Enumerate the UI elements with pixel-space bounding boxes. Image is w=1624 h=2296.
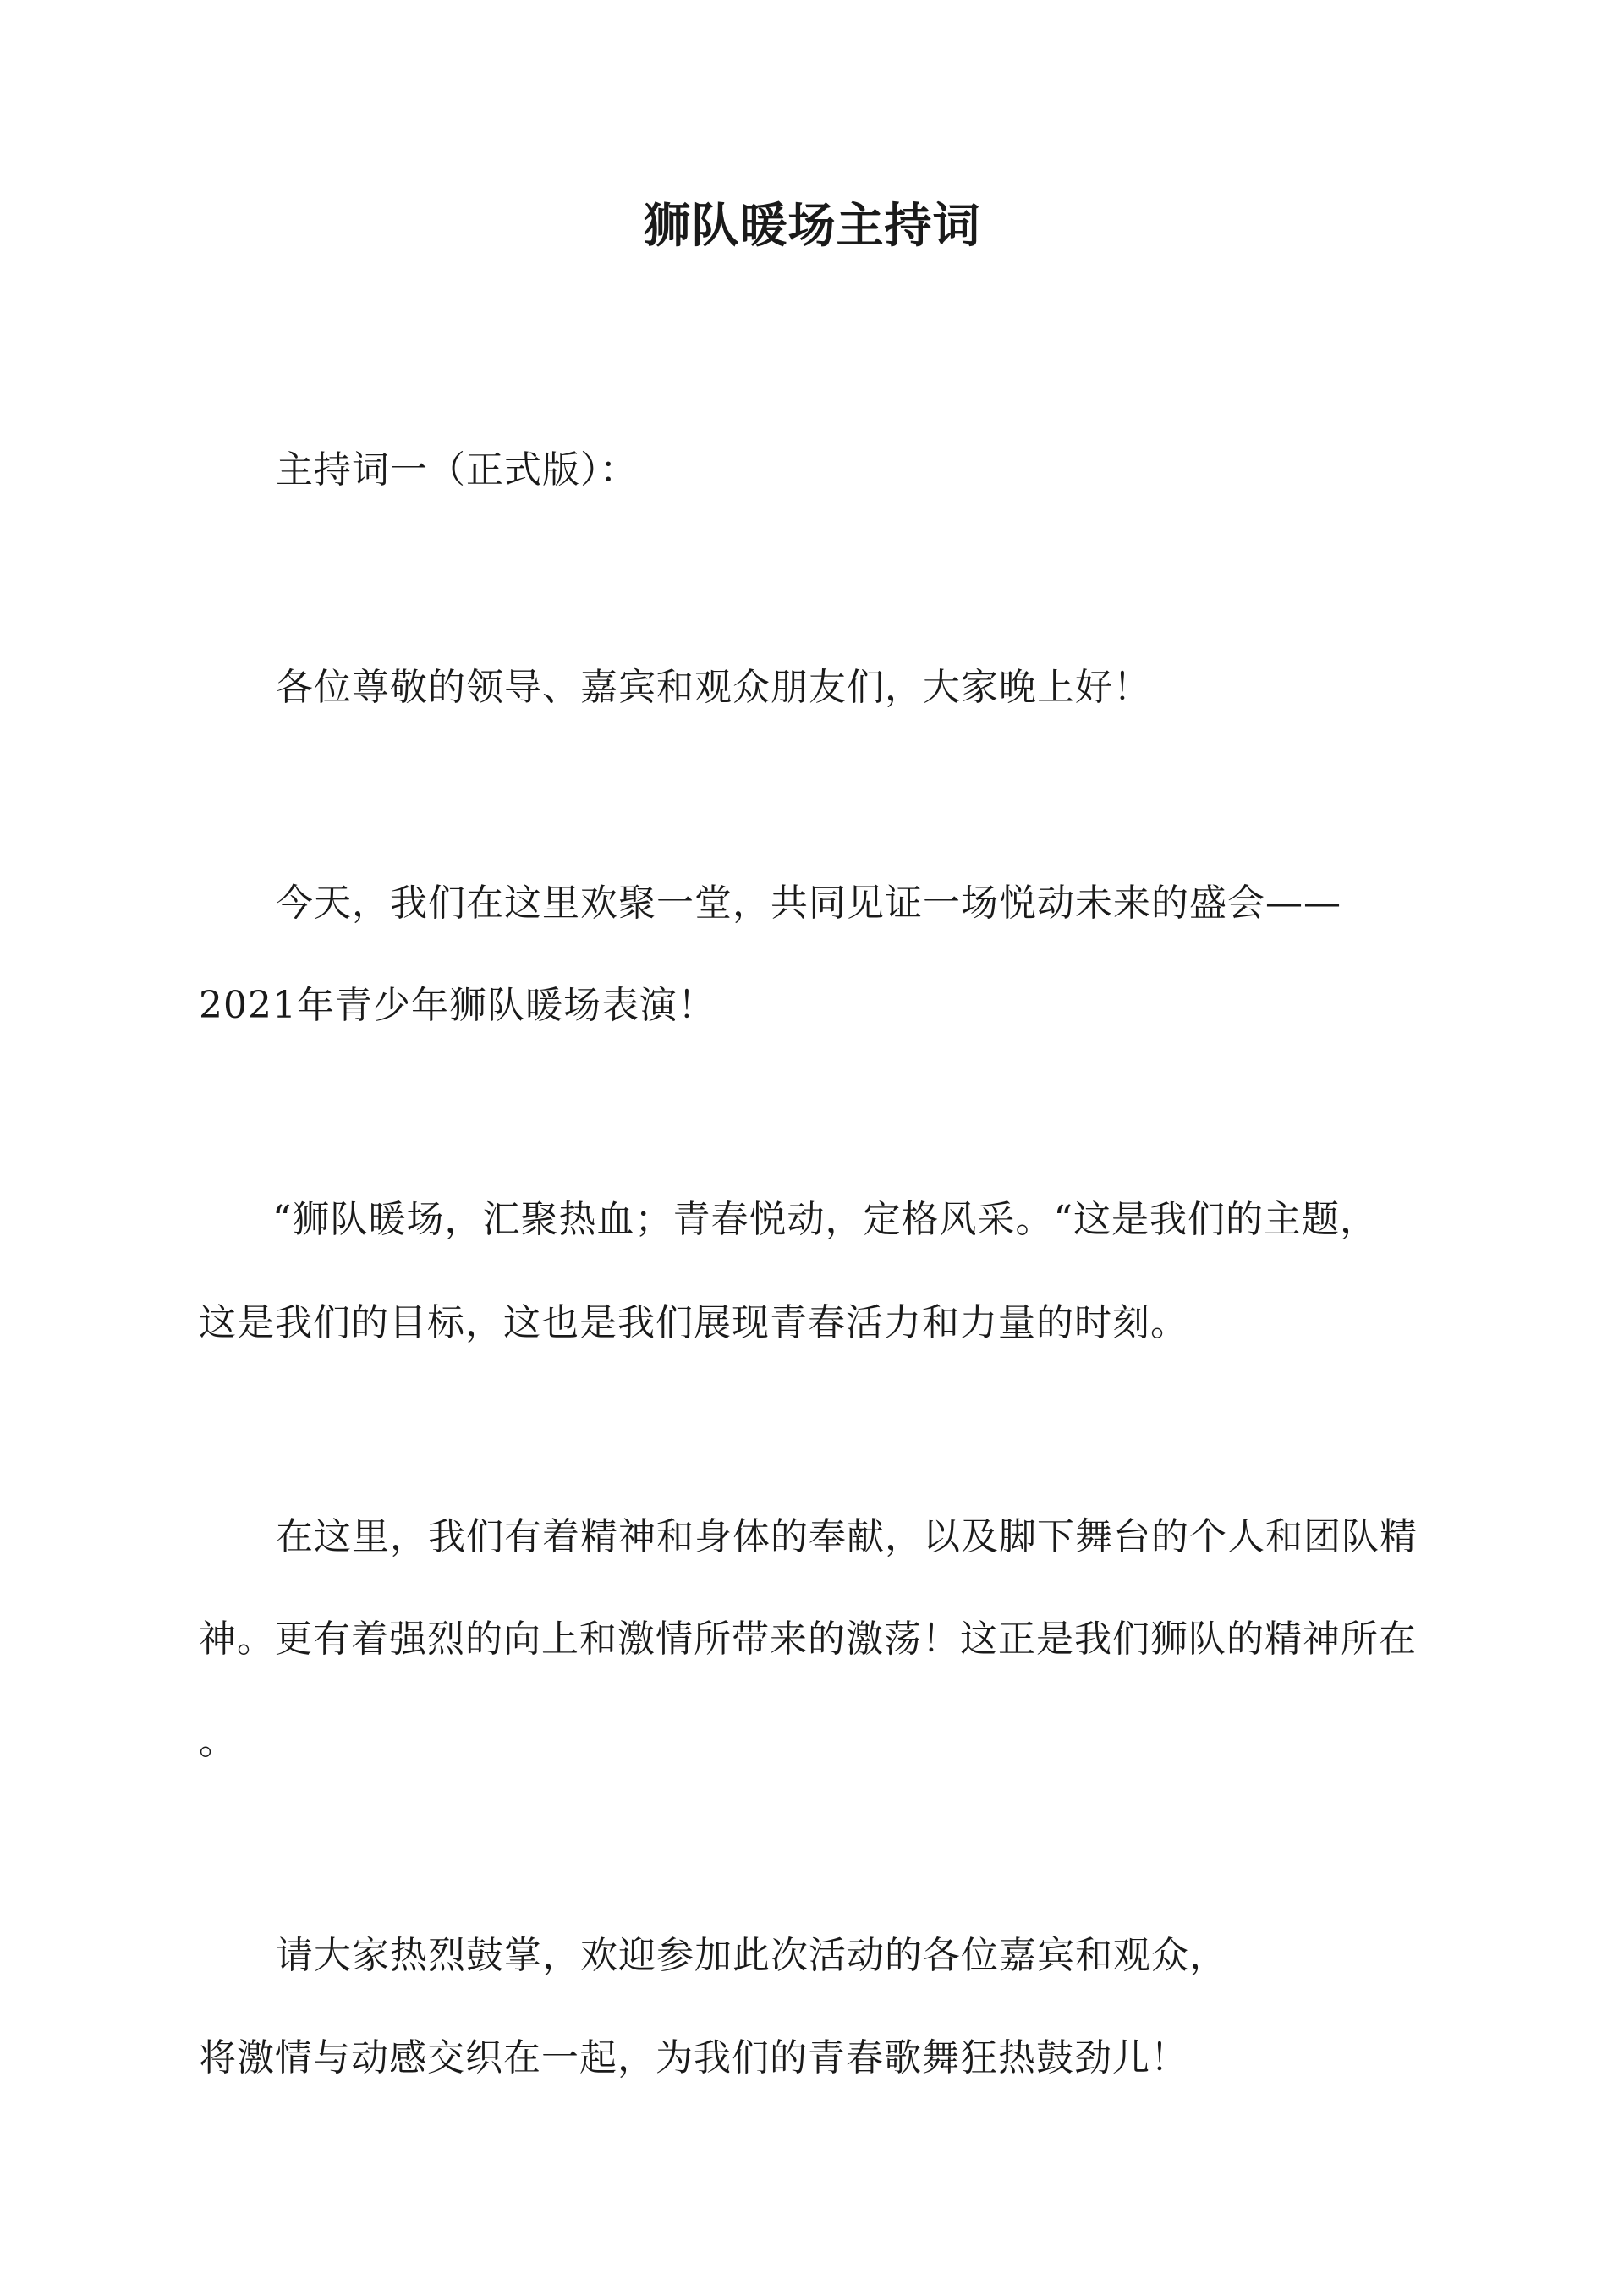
paragraph-line: 2021年青少年狮队暖场表演！: [199, 984, 716, 1027]
paragraph-line: 。: [199, 1720, 237, 1763]
paragraph-line: 神。更有着强烈的向上和激情所带来的激荡！这正是我们狮队的精神所在: [199, 1618, 1417, 1661]
host-script-heading: 主持词一（正式版）：: [276, 448, 638, 492]
paragraph-line: 今天，我们在这里欢聚一堂，共同见证一场悦动未来的盛会——: [276, 882, 1341, 925]
document-title: 狮队暖场主持词: [643, 198, 981, 254]
paragraph-line: 这是我们的目标，这也是我们展现青春活力和力量的时刻。: [199, 1301, 1188, 1344]
paragraph-line: 请大家热烈鼓掌，欢迎参加此次活动的各位嘉宾和观众，: [276, 1934, 1227, 1977]
paragraph-line: 将激情与动感交织在一起，为我们的青春歌舞狂热鼓劲儿！: [199, 2036, 1188, 2079]
paragraph-line: 各位尊敬的领导、嘉宾和观众朋友们，大家晚上好！: [276, 666, 1151, 709]
paragraph-line: “狮队暖场，汇聚热血；青春悦动，定格风采。“这是我们的主题，: [272, 1198, 1378, 1241]
paragraph-line: 在这里，我们有着精神和身体的奉献，以及脚下舞台的个人和团队精: [276, 1515, 1418, 1558]
